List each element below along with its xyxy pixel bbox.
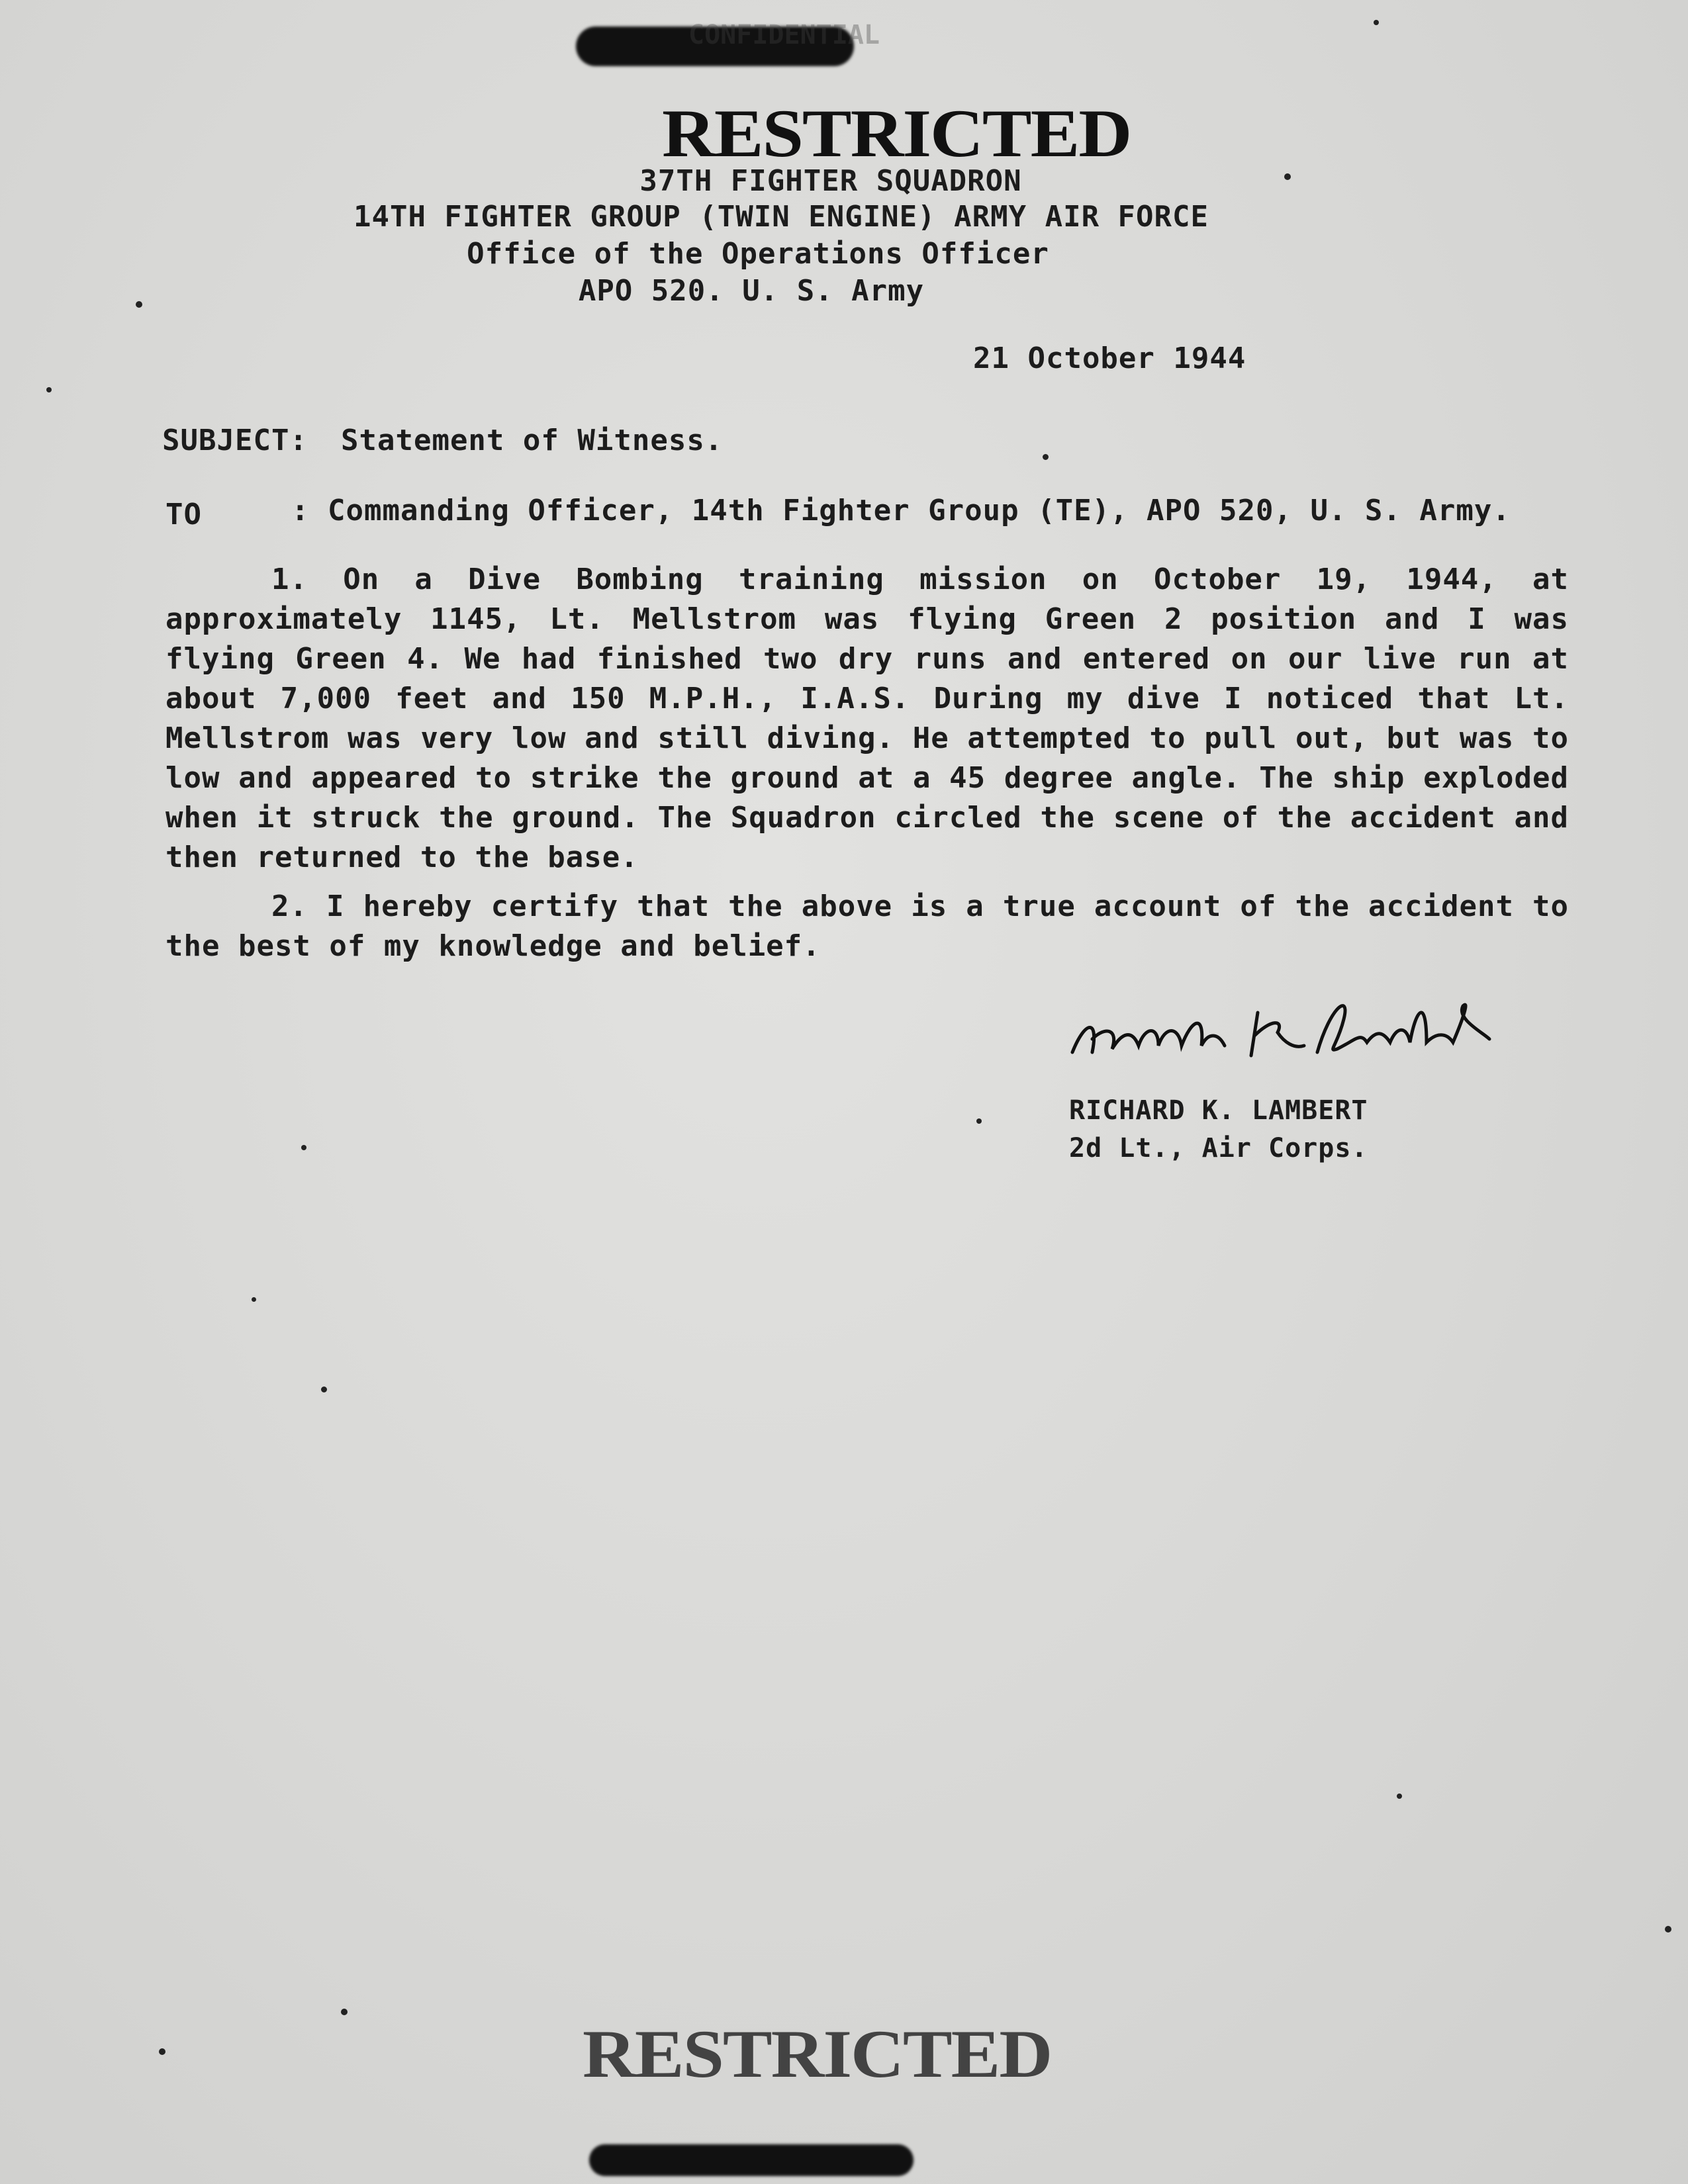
subject-value: Statement of Witness. bbox=[341, 424, 724, 457]
subject-label: SUBJECT: bbox=[162, 424, 308, 457]
speck bbox=[976, 1118, 982, 1124]
handwritten-signature bbox=[1066, 979, 1496, 1072]
letterhead-line-4: APO 520. U. S. Army bbox=[578, 274, 925, 308]
document-date: 21 October 1944 bbox=[973, 341, 1246, 375]
speck bbox=[136, 301, 142, 308]
speck bbox=[159, 2048, 165, 2055]
paragraph-2-text: 2. I hereby certify that the above is a true account of the accident to the best of my knowledge and belief. bbox=[165, 889, 1569, 963]
to-label: TO bbox=[165, 498, 202, 531]
letterhead-line-3: Office of the Operations Officer bbox=[467, 237, 1049, 271]
paragraph-1-text: 1. On a Dive Bombing training mission on October 19, 1944, at approximately 1145, Lt. Mellstrom was flying Green 2 position and I was flying Green 4. We had finished two dry runs and entered on our live run at about 7,000 feet and 150 M.P.H., I.A.S. During my dive I noticed that Lt. Mellstrom was very low and still diving. He attempted to pull out, but was to low and appeared to strike the ground at a 45 degree angle. The ship exploded when it struck the ground. The Squadron circled the scene of the accident and then returned to the base. bbox=[165, 563, 1569, 874]
letterhead-line-1: 37TH FIGHTER SQUADRON bbox=[639, 164, 1022, 198]
restricted-stamp-bottom: RESTRICTED bbox=[583, 2017, 1052, 2093]
paragraph-2 bbox=[165, 887, 1569, 966]
redaction-bottom bbox=[589, 2144, 914, 2176]
speck bbox=[1397, 1794, 1402, 1799]
speck bbox=[1374, 20, 1379, 25]
signer-title: 2d Lt., Air Corps. bbox=[1069, 1133, 1368, 1163]
speck bbox=[321, 1387, 327, 1392]
signer-name: RICHARD K. LAMBERT bbox=[1069, 1095, 1368, 1126]
speck bbox=[341, 2009, 348, 2015]
to-value: : Commanding Officer, 14th Fighter Group (TE), APO 520, U. S. Army. bbox=[291, 494, 1511, 527]
speck bbox=[1665, 1926, 1671, 1933]
letterhead-line-2: 14TH FIGHTER GROUP (TWIN ENGINE) ARMY AIR FORCE bbox=[353, 200, 1209, 234]
speck bbox=[1284, 173, 1291, 180]
restricted-stamp-top: RESTRICTED bbox=[662, 96, 1131, 172]
speck bbox=[46, 387, 52, 392]
speck bbox=[252, 1297, 256, 1302]
classification-marking: CONFIDENTIAL bbox=[688, 20, 880, 50]
speck bbox=[1043, 454, 1049, 460]
paragraph-1 bbox=[165, 560, 1569, 878]
speck bbox=[301, 1145, 306, 1150]
